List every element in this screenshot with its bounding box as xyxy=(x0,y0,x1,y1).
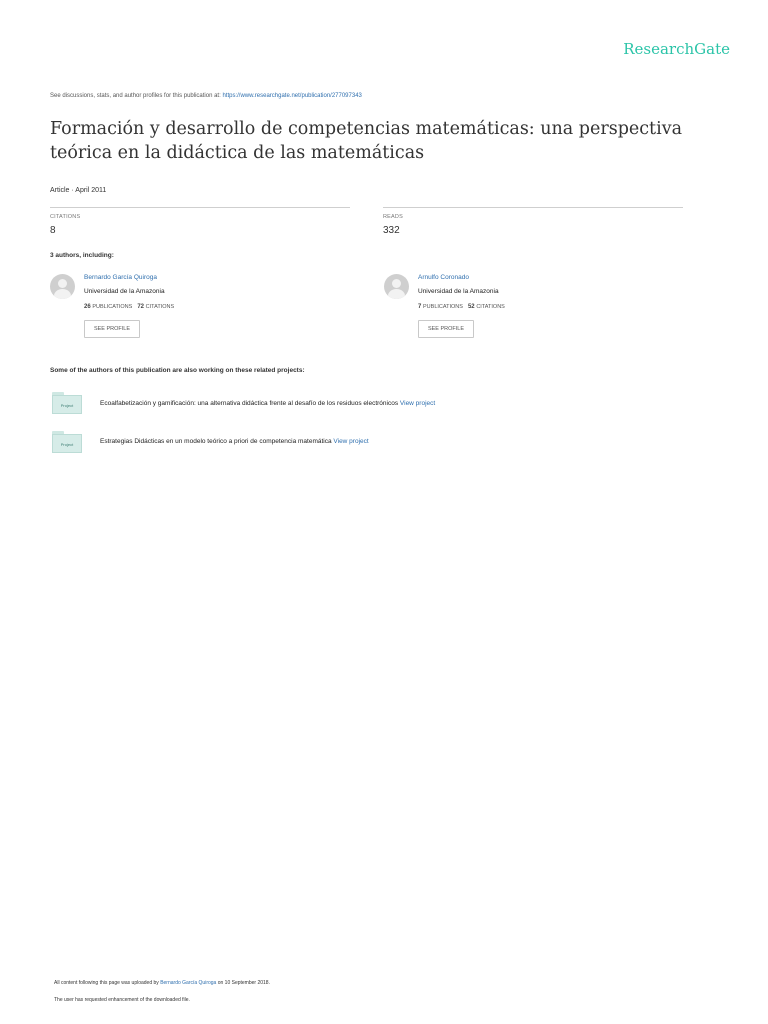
authors-heading: 3 authors, including: xyxy=(50,252,114,259)
upload-note xyxy=(54,980,270,986)
avatar[interactable] xyxy=(50,274,75,299)
reads-label: READS xyxy=(383,214,403,220)
author-citations-label: CITATIONS xyxy=(145,304,175,310)
related-projects-heading: Some of the authors of this publication are also working on these related projects: xyxy=(50,367,305,374)
author-citations-label: CITATIONS xyxy=(476,304,505,310)
author-citations-count: 52 xyxy=(467,304,475,310)
citations-label: CITATIONS xyxy=(50,214,81,220)
view-project-link[interactable]: View project xyxy=(399,400,436,407)
citations-divider xyxy=(50,207,350,208)
project-folder-icon xyxy=(52,392,82,414)
upload-note-suffix: on 10 September 2018. xyxy=(216,980,270,986)
enhancement-note: The user has requested enhancement of the downloaded file. xyxy=(54,997,190,1003)
researchgate-logo[interactable]: ResearchGate xyxy=(623,40,730,58)
author-name-link[interactable]: Bernardo García Quiroga xyxy=(84,274,157,281)
project-title: Ecoalfabetización y gamificación: una alternativa didáctica frente al desafío de los residuos electrónicos xyxy=(100,400,400,407)
upload-note-prefix: All content following this page was uploaded by xyxy=(54,980,161,986)
author-stats xyxy=(418,304,505,310)
citations-count: 8 xyxy=(50,225,56,236)
project-row xyxy=(100,400,435,407)
discussion-line xyxy=(50,93,362,99)
author-publications-count: 7 xyxy=(418,304,422,310)
reads-divider xyxy=(383,207,683,208)
view-project-link[interactable]: View project xyxy=(333,438,369,445)
avatar-shoulders xyxy=(388,289,405,299)
author-citations-count: 72 xyxy=(137,304,144,310)
avatar-head xyxy=(392,279,401,288)
author-publications-label: PUBLICATIONS xyxy=(92,304,133,310)
discussion-prefix: See discussions, stats, and author profiles for this publication at: xyxy=(50,93,223,99)
see-profile-button[interactable]: SEE PROFILE xyxy=(418,320,474,338)
publication-url-link[interactable]: https://www.researchgate.net/publication/277097343 xyxy=(222,93,362,99)
avatar[interactable] xyxy=(384,274,409,299)
see-profile-button[interactable]: SEE PROFILE xyxy=(84,320,140,338)
article-title: Formación y desarrollo de competencias matemáticas: una perspectiva teórica en la didáctica de las matemáticas xyxy=(50,119,683,163)
article-meta: Article · April 2011 xyxy=(50,187,107,194)
author-institution: Universidad de la Amazonia xyxy=(418,288,499,295)
author-institution: Universidad de la Amazonia xyxy=(84,288,165,295)
author-stats xyxy=(84,304,174,310)
uploader-link[interactable]: Bernardo García Quiroga xyxy=(160,980,217,986)
project-row xyxy=(100,438,369,445)
author-name-link[interactable]: Arnulfo Coronado xyxy=(418,274,469,281)
project-title: Estrategias Didácticas en un modelo teórico a priori de competencia matemática xyxy=(100,438,334,445)
avatar-shoulders xyxy=(54,289,71,299)
folder-label: Project xyxy=(60,442,74,447)
project-folder-icon xyxy=(52,431,82,453)
folder-label: Project xyxy=(60,403,74,408)
author-publications-label: PUBLICATIONS xyxy=(423,304,463,310)
reads-count: 332 xyxy=(383,225,400,236)
avatar-head xyxy=(58,279,67,288)
author-publications-count: 26 xyxy=(84,304,91,310)
